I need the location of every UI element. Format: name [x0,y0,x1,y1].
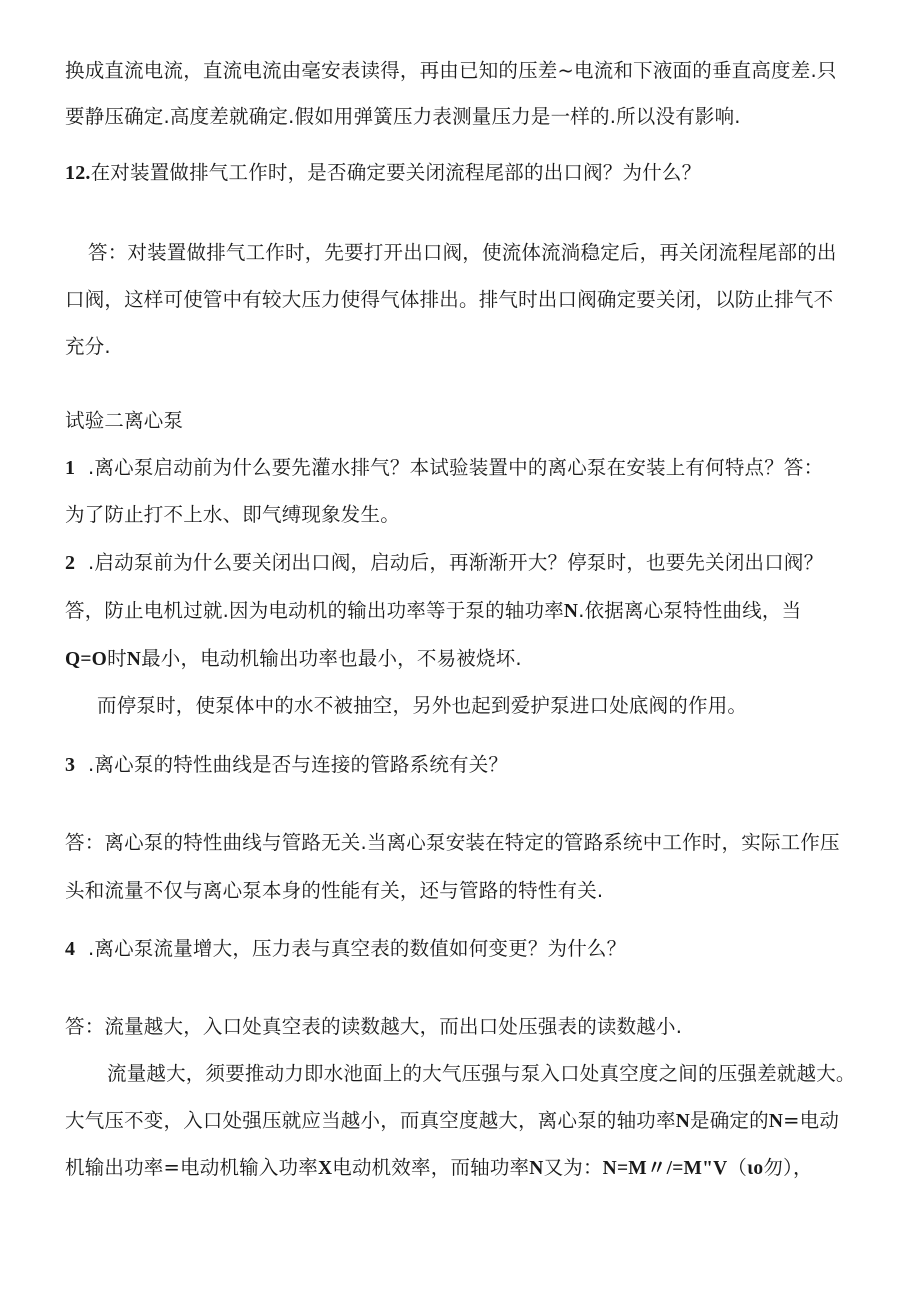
answer-3-line-2 [65,878,603,904]
answer-text: 时 [107,647,127,670]
answer-text: 机输出功率=电动机输入功率 [65,1156,318,1179]
section-heading [65,408,183,434]
answer-text: 答：对装置做排气工作时，先要打开出口阀，使流体流淌稳定后，再关闭流程尾部的出 [88,241,837,264]
answer-text: 最小，电动机输出功率也最小，不易被烧坏. [141,647,522,670]
answer-text: 答：离心泵的特性曲线与管路无关.当离心泵安装在特定的管路系统中工作时，实际工作压 [65,831,840,854]
answer-4-line-1 [65,1014,682,1040]
question-text: .离心泵流量增大，压力表与真空表的数值如何变更？为什么？ [88,937,627,960]
answer-text: 是确定的 [690,1109,769,1132]
line-text: 要静压确定.高度差就确定.假如用弹簧压力表测量压力是一样的.所以没有影响. [65,105,741,128]
question-1 [65,455,823,481]
answer-1 [65,502,400,528]
question-number: 1 [65,457,76,479]
question-text: 在对装置做排气工作时，是否确定要关闭流程尾部的出口阀？为什么？ [90,161,702,184]
answer-12-line-2 [65,287,833,313]
question-text: .离心泵启动前为什么要先灌水排气？本试验装置中的离心泵在安装上有何特点？答： [88,456,824,479]
answer-text: 充分. [65,335,111,358]
answer-text: （ [727,1156,748,1179]
answer-12-line-1 [88,240,837,266]
answer-text: =电动 [783,1109,840,1132]
text-line-1 [65,58,837,84]
answer-text: 大气压不变，入口处强压就应当越小，而真空度越大，离心泵的轴功率 [65,1109,676,1132]
answer-2-line-2 [65,646,522,673]
answer-text: 答：流量越大，入口处真空表的读数越大，而出口处压强表的读数越小. [65,1015,683,1038]
question-4 [65,936,626,962]
answer-4-line-3 [65,1108,839,1135]
answer-2-line-3 [97,693,747,719]
question-text: .启动泵前为什么要关闭出口阀，启动后，再渐渐开大？停泵时，也要先关闭出口阀？ [88,551,824,574]
symbol-x: X [317,1158,333,1179]
answer-text: 又为： [543,1156,603,1179]
question-number: 12 [65,162,86,184]
symbol-n: N [675,1111,690,1132]
answer-text: 头和流量不仅与离心泵本身的性能有关，还与管路的特性有关. [65,879,604,902]
answer-text: 口阀，这样可使管中有较大压力使得气体排出。排气时出口阀确定要关闭，以防止排气不 [65,288,834,311]
question-number: 3 [65,754,76,776]
answer-text: 流量越大，须要推动力即水池面上的大气压强与泵入口处真空度之间的压强差就越大。 [107,1062,856,1085]
answer-text: 电动机效率，而轴功率 [332,1156,530,1179]
section-title: 试验二离心泵 [65,409,184,432]
text-line-2 [65,104,741,130]
answer-4-line-4 [65,1155,813,1182]
answer-2-line-1 [65,598,801,625]
symbol-n: N [768,1111,784,1132]
formula: N=M〃/=M"V [602,1158,728,1179]
answer-text: .依据离心泵特性曲线，当 [578,599,802,622]
answer-text: 而停泵时，使泵体中的水不被抽空，另外也起到爱护泵进口处底阀的作用。 [97,694,748,717]
answer-text: 答，防止电机过就.因为电动机的输出功率等于泵的轴功率 [65,599,564,622]
question-2 [65,550,823,576]
answer-text: 为了防止打不上水、即气缚现象发生。 [65,503,400,526]
answer-4-line-2 [107,1061,856,1087]
formula: ιo [747,1158,764,1179]
question-12: 12.在对装置做排气工作时，是否确定要关闭流程尾部的出口阀？为什么？ [65,161,702,184]
question-3 [65,752,508,778]
question-text: .离心泵的特性曲线是否与连接的管路系统有关？ [88,753,509,776]
symbol-q0: Q=O [65,649,108,670]
question-number: 4 [65,938,76,960]
symbol-n: N [529,1158,544,1179]
answer-3-line-1 [65,830,840,856]
symbol-n: N [563,601,579,622]
question-number: 2 [65,552,76,574]
answer-12-line-3 [65,334,111,360]
symbol-n: N [126,649,142,670]
line-text: 换成直流电流，直流电流由毫安表读得，再由已知的压差~电流和下液面的垂直高度差.只 [65,59,837,82]
answer-text: 勿）， [763,1156,813,1179]
